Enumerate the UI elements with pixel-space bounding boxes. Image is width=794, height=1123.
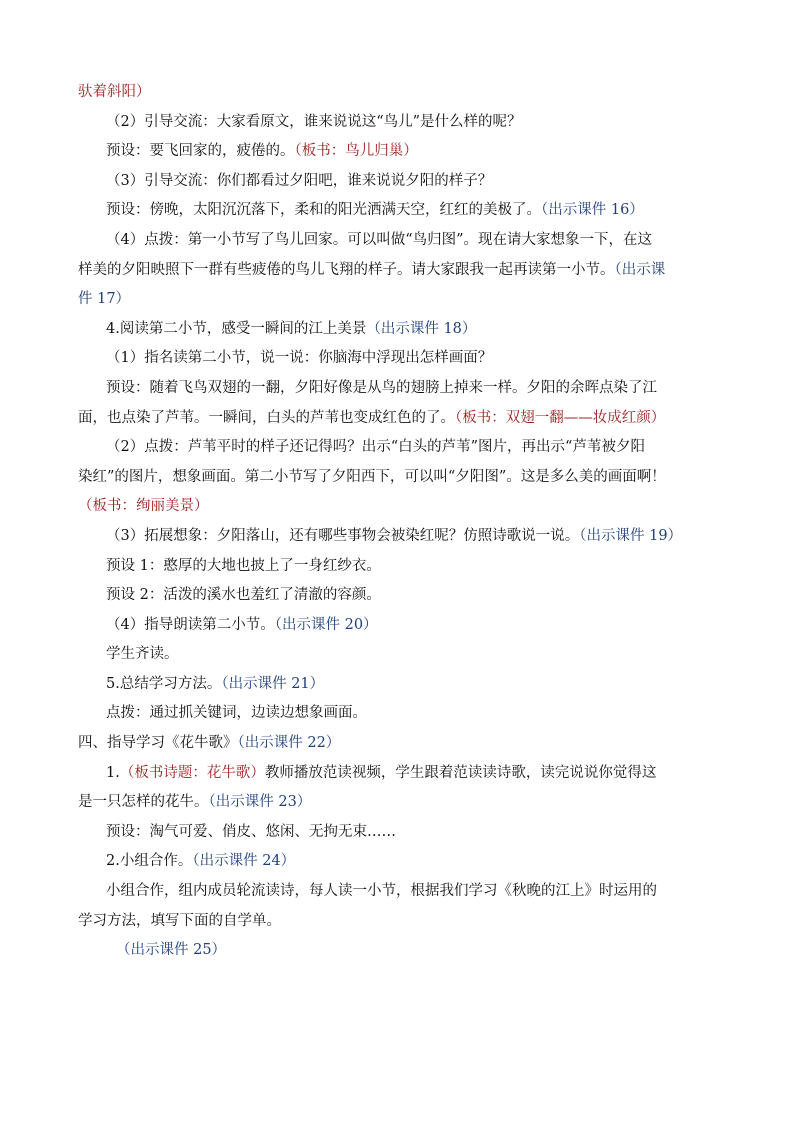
line-text: 5.总结学习方法。 [106, 675, 222, 692]
courseware-note: （出示课 [614, 261, 666, 278]
section-heading [78, 670, 718, 700]
line-text: 染红”的图片，想象画面。第二小节写了夕阳西下，可以叫“夕阳图”。这是多么美的画面啊！ [78, 468, 666, 485]
text-line [78, 463, 718, 493]
text-line [78, 108, 718, 138]
courseware-note: （出示课件 25） [116, 942, 227, 959]
line-text: 1. [106, 764, 120, 781]
text-line [78, 167, 718, 197]
board-note: （板书：双翅一翻——妆成红颜） [455, 409, 666, 426]
courseware-note: （出示课件 21） [221, 675, 325, 692]
text-line [78, 581, 718, 611]
text-line [78, 699, 718, 729]
section-heading [78, 315, 718, 345]
text-line [78, 818, 718, 848]
courseware-note: （出示课件 20） [274, 616, 378, 633]
line-text: （2）点拨：芦苇平时的样子还记得吗？出示“白头的芦苇”图片，再出示“芦苇被夕阳 [106, 439, 645, 456]
text-line [78, 640, 718, 670]
section-heading [78, 847, 718, 877]
line-text: 预设：随着飞鸟双翅的一翻，夕阳好像是从鸟的翅膀上掉来一样。夕阳的余晖点染了江 [106, 379, 657, 396]
text-line [78, 196, 718, 226]
line-text: 学生齐读。 [106, 646, 179, 663]
text-line [78, 285, 718, 315]
courseware-note: （出示课件 23） [208, 794, 312, 811]
text-line [78, 78, 718, 108]
line-text: 预设：要飞回家的，疲倦的。 [106, 143, 295, 160]
line-text: （2）引导交流：大家看原文，谁来说说这“鸟儿”是什么样的呢？ [106, 113, 522, 130]
line-text: 面，也点染了芦苇。一瞬间，白头的芦苇也变成红色的了。 [78, 409, 455, 426]
text-line [78, 788, 718, 818]
section-heading [78, 729, 718, 759]
line-text: 预设 1：憨厚的大地也披上了一身红纱衣。 [106, 557, 381, 574]
line-text: 预设 2：活泼的溪水也羞红了清澈的容颜。 [106, 587, 381, 604]
line-text: （1）指名读第二小节，说一说：你脑海中浮现出怎样画面？ [106, 350, 493, 367]
line-text: 预设：淘气可爱、俏皮、悠闲、无拘无束…… [106, 823, 396, 840]
text-line [78, 907, 718, 937]
line-text: 4.阅读第二小节，感受一瞬间的江上美景 [106, 320, 367, 337]
line-text: 2.小组合作。 [106, 853, 193, 870]
board-note: （板书诗题：花牛歌） [119, 764, 265, 781]
text-line [78, 877, 718, 907]
line-text: 预设：傍晚，太阳沉沉落下，柔和的阳光洒满天空，红红的美极了。 [106, 202, 541, 219]
text-line [78, 936, 718, 966]
text-line [78, 522, 718, 552]
text-line [78, 433, 718, 463]
text-line [78, 137, 718, 167]
text-line [78, 492, 718, 522]
line-text: （3）引导交流：你们都看过夕阳吧，谁来说说夕阳的样子？ [106, 172, 493, 189]
line-text: （4）点拨：第一小节写了鸟儿回家。可以叫做“鸟归图”。现在请大家想象一下，在这 [106, 231, 653, 248]
courseware-note: （出示课件 18） [366, 320, 477, 337]
line-text: 点拨：通过抓关键词，边读边想象画面。 [106, 705, 367, 722]
line-text: （4）指导朗读第二小节。 [106, 616, 275, 633]
courseware-note: 件 17） [78, 291, 131, 308]
text-line [78, 256, 718, 286]
text-line [78, 759, 718, 789]
text-line [78, 611, 718, 641]
text-line [78, 552, 718, 582]
line-text: 是一只怎样的花牛。 [78, 794, 209, 811]
courseware-note: （出示课件 24） [192, 853, 296, 870]
text-line [78, 374, 718, 404]
board-note: 驮着斜阳） [78, 84, 151, 100]
courseware-note: （出示课件 19） [579, 527, 683, 544]
line-text: 小组合作，组内成员轮流读诗，每人读一小节，根据我们学习《秋晚的江上》时运用的 [106, 883, 657, 900]
courseware-note: （出示课件 22） [237, 735, 341, 752]
board-note: （板书：鸟儿归巢） [294, 143, 418, 160]
document-page [78, 78, 718, 966]
line-text: 四、指导学习《花牛歌》 [78, 735, 238, 752]
text-line [78, 404, 718, 434]
line-text: （3）拓展想象：夕阳落山，还有哪些事物会被染红呢？仿照诗歌说一说。 [106, 527, 580, 544]
line-text-tail: 教师播放范读视频，学生跟着范读读诗歌，读完说说你觉得这 [264, 764, 657, 781]
line-text: 学习方法，填写下面的自学单。 [78, 912, 281, 929]
text-line [78, 344, 718, 374]
courseware-note: （出示课件 16） [541, 202, 644, 219]
text-line [78, 226, 718, 256]
line-text: 样美的夕阳映照下一群有些疲倦的鸟儿飞翔的样子。请大家跟我一起再读第一小节。 [78, 261, 615, 278]
board-note: （板书：绚丽美景） [78, 498, 209, 515]
